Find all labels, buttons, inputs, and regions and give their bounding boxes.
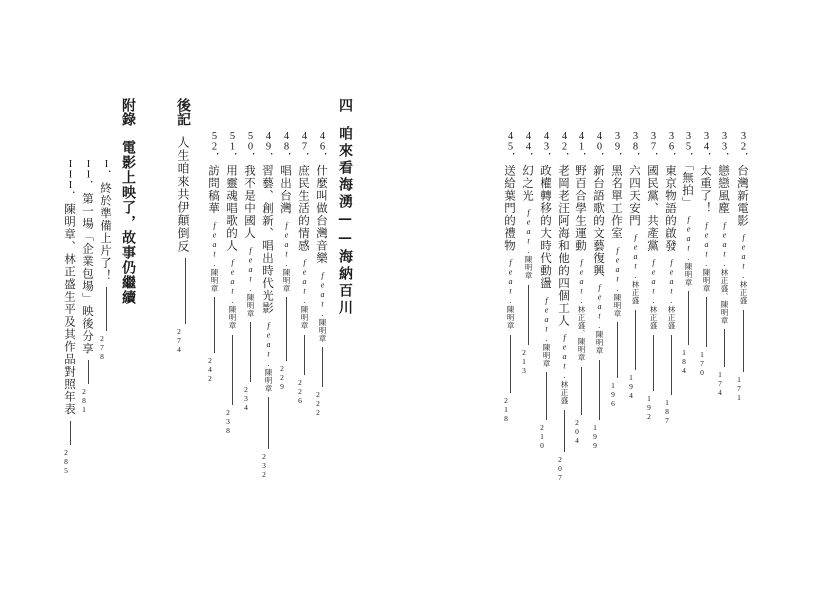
entry-title: ．訪問稿華 — [207, 152, 221, 215]
entry-title: ．政權轉移的大時代動盪 — [539, 152, 553, 290]
toc-entry — [627, 0, 643, 400]
leader-rule — [653, 335, 654, 391]
entry-page-number: 170 — [697, 350, 707, 377]
entry-page-number: 174 — [715, 370, 725, 397]
entry-feat: feat.林正盛 — [649, 258, 658, 330]
appendix-item-title: ．終於準備上片了！ — [99, 169, 113, 282]
entry-number: 36 — [666, 131, 677, 152]
entry-number: 34 — [701, 131, 712, 152]
entry-number: 42 — [559, 131, 570, 152]
entry-page-number: 204 — [572, 417, 582, 445]
appendix-item — [62, 0, 78, 475]
leader-rule — [635, 310, 636, 370]
toc-entry — [296, 0, 312, 405]
appendix-item-number: II — [83, 159, 94, 180]
entry-feat: feat.陳明章 — [613, 245, 622, 317]
leader-rule — [232, 335, 233, 405]
entry-feat: feat.林正盛 — [631, 233, 640, 305]
entry-feat: feat.林正盛、陳明章 — [577, 258, 586, 362]
leader-rule — [564, 410, 565, 452]
toc-entry — [314, 0, 330, 417]
entry-number: 37 — [648, 131, 659, 152]
leader-rule — [268, 397, 269, 449]
leader-rule — [322, 347, 323, 387]
entry-page-number: 187 — [662, 397, 672, 425]
appendix-item-number: I — [101, 159, 112, 170]
entry-title: ．我不是中國人 — [243, 152, 257, 240]
appendix-item-title: ．陳明章、林正盛生平及其作品對照年表 — [63, 190, 77, 416]
appendix-header — [120, 0, 142, 305]
leader-rule — [671, 335, 672, 395]
toc-entry — [502, 0, 518, 423]
entry-feat: feat.陳明章 — [300, 258, 309, 330]
entry-title: ．太重了！ — [699, 152, 713, 215]
leader-rule — [528, 285, 529, 345]
leader-rule — [724, 329, 725, 367]
entry-page-number: 242 — [205, 356, 215, 383]
section-numeral: 四 — [337, 98, 353, 112]
entry-feat: feat.林正盛 — [667, 258, 676, 330]
entry-number: 51 — [227, 131, 238, 152]
afterword-title: 人生咱來共伊顛倒反 — [176, 136, 190, 253]
entry-feat: feat.林正盛、陳明章 — [720, 220, 729, 324]
entry-title: ．老岡老汪阿海和他的四個工人 — [557, 152, 571, 327]
entry-number: 49 — [263, 131, 274, 152]
appendix-item-number: III — [65, 159, 76, 191]
entry-title: ．唱出台灣 — [279, 152, 293, 215]
toc-entry — [663, 0, 679, 425]
toc-entry — [591, 0, 607, 450]
entry-number: 41 — [576, 131, 587, 152]
entry-page-number: 213 — [519, 347, 529, 375]
entry-title: ．黑名單工作室 — [610, 152, 624, 240]
entry-number: 33 — [719, 131, 730, 152]
entry-feat: feat.陳明章 — [542, 295, 551, 367]
entry-title: ．用靈魂唱歌的人 — [225, 152, 239, 252]
entry-title: ．野百合學生運動 — [574, 152, 588, 252]
entry-title: ．新台語歌的文藝復興 — [592, 152, 606, 277]
entry-feat: feat.陳明章 — [210, 220, 219, 292]
entry-title: ．戀戀風塵 — [717, 152, 731, 215]
entry-title: ．庶民生活的情感 — [297, 152, 311, 252]
leader-rule — [706, 297, 707, 347]
entry-number: 48 — [281, 131, 292, 152]
leader-rule — [743, 310, 744, 372]
leader-rule — [599, 360, 600, 420]
appendix-label: 附錄 — [120, 98, 136, 126]
appendix-item-page: 281 — [79, 387, 89, 414]
entry-number: 45 — [505, 131, 516, 152]
appendix-item-page: 278 — [97, 334, 107, 361]
appendix-item-page: 285 — [61, 447, 71, 475]
entry-page-number: 207 — [555, 454, 565, 482]
entry-number: 35 — [683, 131, 694, 152]
entry-title: ．幻之光 — [521, 152, 535, 202]
toc-entry — [680, 0, 696, 375]
entry-title: ．「無拍」 — [681, 152, 695, 209]
afterword-label: 後記 — [175, 98, 191, 126]
appendix-item — [80, 0, 96, 414]
entry-page-number: 234 — [241, 385, 251, 412]
toc-entry — [260, 0, 276, 479]
leader-rule — [546, 372, 547, 420]
entry-feat: feat.陳明章 — [684, 214, 693, 287]
leader-rule — [286, 297, 287, 361]
leader-rule — [688, 291, 689, 345]
appendix-title: 電影上映了，故事仍繼續 — [120, 140, 136, 305]
entry-page-number: 238 — [223, 407, 233, 435]
section-title: 咱來看海湧——海納百川 — [337, 126, 353, 317]
leader-rule — [106, 287, 107, 331]
entry-page-number: 222 — [313, 390, 323, 417]
entry-title: ．台灣新電影 — [736, 152, 750, 227]
leader-rule — [70, 421, 71, 445]
leader-rule — [617, 322, 618, 378]
entry-feat: feat.陳明章 — [264, 320, 273, 392]
leader-rule — [88, 360, 89, 384]
entry-page-number: 196 — [608, 381, 618, 408]
leader-rule — [304, 335, 305, 375]
appendix-item-title: ．第一場「企業包場」映後分享 — [81, 180, 95, 355]
entry-feat: feat.陳明章 — [246, 245, 255, 317]
toc-entry — [735, 0, 751, 402]
toc-entry — [242, 0, 258, 412]
toc-entry — [538, 0, 554, 450]
entry-feat: feat.林正盛 — [560, 333, 569, 405]
entry-page-number: 232 — [259, 452, 269, 479]
leader-rule — [510, 335, 511, 393]
toc-entry — [556, 0, 572, 482]
entry-title: ．東京物語的啟發 — [664, 152, 678, 252]
afterword-page-number: 274 — [174, 327, 184, 354]
entry-feat: feat.林正盛 — [739, 233, 748, 305]
toc-entry — [609, 0, 625, 408]
entry-number: 39 — [612, 131, 623, 152]
toc-entry — [573, 0, 589, 445]
entry-title: ．國民黨、共產黨 — [646, 152, 660, 252]
entry-page-number: 226 — [295, 377, 305, 405]
entry-page-number: 218 — [501, 395, 511, 423]
entry-feat: feat.陳明章 — [506, 258, 515, 330]
entry-feat: feat.陳明章 — [228, 258, 237, 330]
toc-entry — [645, 0, 661, 421]
entry-feat: feat.陳明章 — [282, 220, 291, 292]
entry-feat: feat.陳明章 — [595, 283, 604, 355]
toc-entry — [278, 0, 294, 391]
toc-entry — [698, 0, 714, 377]
toc-entry — [716, 0, 732, 397]
entry-number: 50 — [245, 131, 256, 152]
entry-number: 40 — [594, 131, 605, 152]
entry-feat: feat.陳明章 — [318, 270, 327, 342]
afterword-entry — [175, 0, 195, 354]
leader-rule — [185, 258, 186, 324]
entry-number: 47 — [299, 131, 310, 152]
entry-title: ．送給葉門的禮物 — [503, 152, 517, 252]
leader-rule — [581, 367, 582, 415]
entry-title: ．六四天安門 — [628, 152, 642, 227]
entry-page-number: 194 — [626, 372, 636, 400]
leader-rule — [250, 322, 251, 382]
entry-page-number: 184 — [679, 348, 689, 376]
entry-page-number: 171 — [734, 374, 744, 402]
toc-entry — [206, 0, 222, 383]
section-four-header — [337, 0, 359, 317]
entry-title: ．習藝、創新、唱出時代光影 — [261, 152, 275, 315]
leader-rule — [214, 297, 215, 353]
entry-page-number: 229 — [277, 364, 287, 391]
entry-number: 52 — [209, 131, 220, 152]
entry-page-number: 199 — [590, 422, 600, 450]
appendix-item — [98, 0, 114, 361]
entry-number: 32 — [738, 131, 749, 152]
entry-title: ．什麼叫做台灣音樂 — [315, 152, 329, 265]
entry-number: 43 — [541, 131, 552, 152]
toc-entry — [224, 0, 240, 435]
toc-entry — [520, 0, 536, 375]
entry-page-number: 210 — [537, 423, 547, 450]
entry-page-number: 192 — [644, 393, 654, 421]
entry-number: 46 — [317, 131, 328, 152]
entry-feat: feat.陳明章 — [702, 220, 711, 292]
entry-number: 38 — [630, 131, 641, 152]
entry-number: 44 — [523, 131, 534, 152]
entry-feat: feat.陳明章 — [524, 208, 533, 280]
